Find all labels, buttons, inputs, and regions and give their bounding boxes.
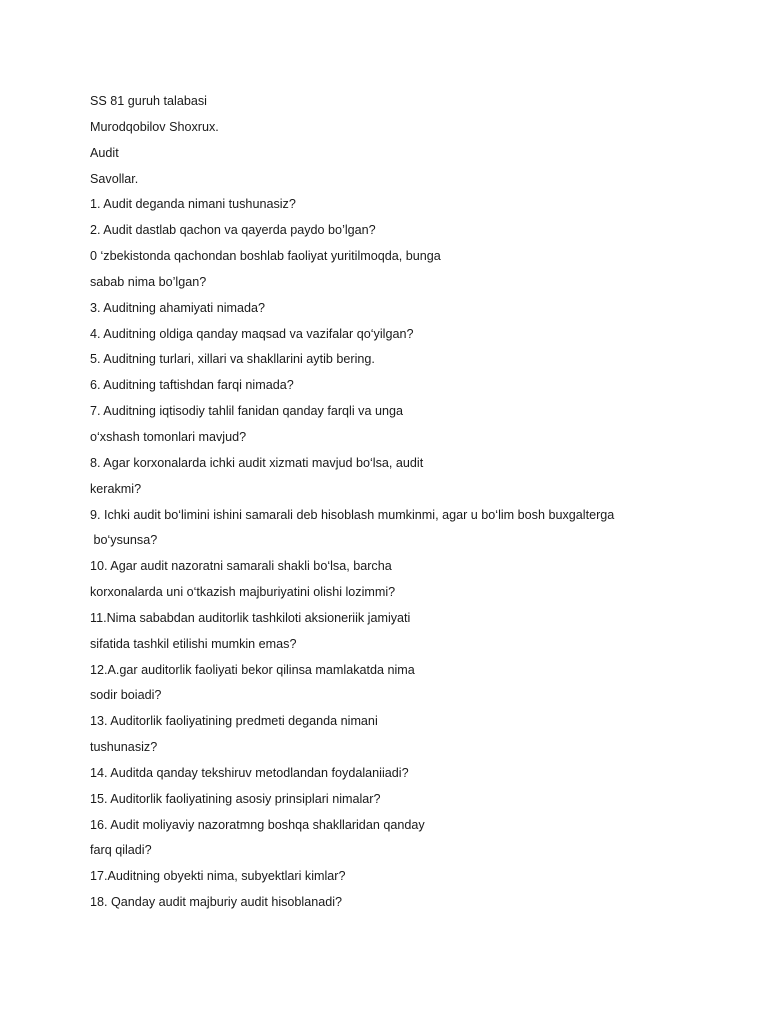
question-line: sabab nima bo’lgan? (90, 274, 207, 289)
question-line: 8. Agar korxonalarda ichki audit xizmati mavjud bo‘lsa, audit (90, 455, 424, 470)
question-line: 7. Auditning iqtisodiy tahlil fanidan qanday farqli va unga (90, 404, 403, 419)
student-group-line: SS 81 guruh talabasi (90, 94, 207, 108)
question-line: 15. Auditorlik faoliyatining asosiy prinsiplari nimalar? (90, 791, 381, 806)
question-line: 5. Auditning turlari, xillari va shakllarini aytib bering. (90, 352, 375, 367)
question-line: kerakmi? (90, 481, 142, 496)
question-line: tushunasiz? (90, 740, 158, 755)
question-line: 18. Qanday audit majburiy audit hisoblanadi? (90, 895, 343, 910)
question-line: sodir boiadi? (90, 688, 162, 703)
question-line: 10. Agar audit nazoratni samarali shakli bo‘lsa, barcha (90, 559, 392, 574)
question-line: 16. Audit moliyaviy nazoratmng boshqa shakllaridan qanday (90, 817, 425, 832)
question-line: o‘xshash tomonlari mavjud? (90, 429, 247, 444)
question-line: 14. Auditda qanday tekshiruv metodlandan foydalaniiadi? (90, 765, 409, 780)
question-line: 6. Auditning taftishdan farqi nimada? (90, 378, 294, 393)
question-line: 12.A.gar auditorlik faoliyati bekor qilinsa mamlakatda nima (90, 662, 415, 677)
question-line: 4. Auditning oldiga qanday maqsad va vazifalar qo‘yilgan? (90, 326, 414, 341)
subject-line: Audit (90, 145, 119, 160)
question-line: 3. Auditning ahamiyati nimada? (90, 300, 266, 315)
question-line: 2. Audit dastlab qachon va qayerda paydo bo’lgan? (90, 223, 376, 238)
question-line: bo‘ysunsa? (90, 533, 158, 548)
questions-heading: Savollar. (90, 171, 139, 186)
question-line: 17.Auditning obyekti nima, subyektlari kimlar? (90, 869, 346, 884)
student-name-line: Murodqobilov Shoxrux. (90, 119, 219, 134)
question-line: 11.Nima sababdan auditorlik tashkiloti aksioneriik jamiyati (90, 610, 411, 625)
question-line: 1. Audit deganda nimani tushunasiz? (90, 197, 296, 212)
question-line: 0 ‘zbekistonda qachondan boshlab faoliyat yuritilmoqda, bunga (90, 249, 441, 264)
question-line: korxonalarda uni o‘tkazish majburiyatini olishi lozimmi? (90, 585, 396, 600)
question-line: farq qiladi? (90, 843, 152, 858)
question-line: 9. Ichki audit bo‘limini ishini samarali deb hisoblash mumkinmi, agar u bo‘lim bosh buxgalterga (90, 507, 615, 522)
question-line: sifatida tashkil etilishi mumkin emas? (90, 636, 297, 651)
document-text (90, 89, 730, 916)
question-line: 13. Auditorlik faoliyatining predmeti deganda nimani (90, 714, 378, 729)
